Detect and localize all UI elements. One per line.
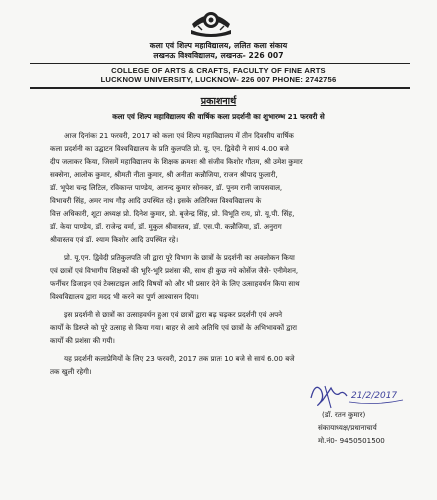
body-line: इस प्रदर्शनी से छात्रों का उत्साहवर्धन हुआ एवं छात्रों द्वारा बढ़ चढ़कर प्रदर्शनी एवं अपने (64, 310, 283, 319)
body-line: श्रीवास्तव एवं डॉ. श्याम किशोर आदि उपस्थित रहे। (50, 235, 179, 244)
college-name-english: COLLEGE OF ARTS & CRAFTS, FACULTY OF FINE ARTS (111, 66, 326, 75)
college-name-hindi: कला एवं शिल्प महाविद्यालय, ललित कला संकाय (149, 41, 288, 50)
body-line: सक्सेना, आलोक कुमार, श्रीमती नीता कुमार, श्री अनीता कन्नौजिया, राजन श्रीपाद फुलारी, (50, 170, 278, 179)
body-line: विभावरी सिंह, अमर नाथ गौड़ आदि उपस्थित रहे। इसके अतिरिक्त विश्वविद्यालय के (50, 196, 262, 205)
document-subtitle: कला एवं शिल्प महाविद्यालय की वार्षिक कला प्रदर्शनी का शुभारम्भ 21 फरवरी से (112, 112, 325, 121)
signatory-name: (डॉ. रतन कुमार) (322, 410, 366, 419)
university-name-hindi: लखनऊ विश्वविद्यालय, लखनऊ- 226 007 (153, 51, 284, 60)
handwritten-signature (305, 378, 405, 410)
document-title: प्रकाशनार्थ (200, 96, 237, 107)
body-line: एवं छात्रों एवं विभागीय शिक्षकों की भूरि-भूरि प्रशंसा की, साथ ही कुछ नये कोर्सेज जैसे- एनीमेशन, (50, 266, 299, 275)
body-line: कला प्रदर्शनी का उद्घाटन विश्वविद्यालय के प्रति कुलपति प्रो. यू. एन. द्विवेदी ने सायं 4.00 बजे (50, 144, 289, 153)
header-divider-bottom (30, 87, 410, 89)
body-line: तक खुली रहेगी। (50, 367, 92, 376)
body-line: डॉ. भूपेश चन्द्र लिटिल, रविकान्त पाण्डेय, आनन्द कुमार सोनकर, डॉ. पूनम रानी जायसवाल, (50, 183, 283, 192)
body-line: फर्नीचर डिजाइन एवं टेक्सटाइल आदि विषयों को और भी प्रसार देने के लिए उत्साहवर्धन किया साथ (50, 279, 300, 288)
body-line: प्रो. यू.एन. द्विवेदी प्रतिकुलपति जी द्वारा पूरे विभाग के छात्रों के प्रदर्शनी का अवलोकन किया (64, 253, 295, 262)
body-line: दीप जलाकर किया, जिसमें महाविद्यालय के शिक्षक क्रमशः श्री संजीव किशोर गौतम, श्री उमेश कुमार (50, 157, 303, 166)
university-emblem-icon (188, 4, 234, 38)
body-line: आज दिनांकः 21 फरवरी, 2017 को कला एवं शिल्प महाविद्यालय में तीन दिवसीय वार्षिक (64, 131, 294, 140)
body-line: डॉ. केया पाण्डेय, डॉ. राजेन्द्र वर्मा, डॉ. मुकुल श्रीवास्तव, डॉ. एस.पी. कन्नौजिया, डॉ. अनुराग (50, 222, 282, 231)
header-divider-top (30, 63, 410, 64)
signatory-mobile: मो.नं0- 9450501500 (318, 436, 385, 445)
body-line: यह प्रदर्शनी कलाप्रेमियों के लिए 23 फरवरी, 2017 तक प्रातः 10 बजे से सायं 6.00 बजे (64, 354, 295, 363)
university-address-english: LUCKNOW UNIVERSITY, LUCKNOW- 226 007 PHONE: 2742756 (100, 75, 337, 84)
signature-date: 21/2/2017 (351, 391, 398, 401)
signatory-designation: संकायाध्यक्ष/प्रधानाचार्य (318, 423, 377, 432)
body-line: कार्यों के डिस्प्ले को पूरे उत्साह से किया गया। बाहर से आये अतिथि एवं छात्रों के अभिभावकों द्वारा (50, 323, 297, 332)
body-line: कार्यों की प्रशंसा की गयी। (50, 336, 115, 345)
body-line: विश्वविद्यालय द्वारा मदद भी करने का पूर्ण आश्वासन दिया। (50, 292, 199, 301)
body-line: वित्त अधिकारी, शूटा अध्यक्ष प्रो. दिनेश कुमार, प्रो. बृजेन्द्र सिंह, प्रो. विभूति राय, प्रो. यू.पी. सिंह, (50, 209, 295, 218)
